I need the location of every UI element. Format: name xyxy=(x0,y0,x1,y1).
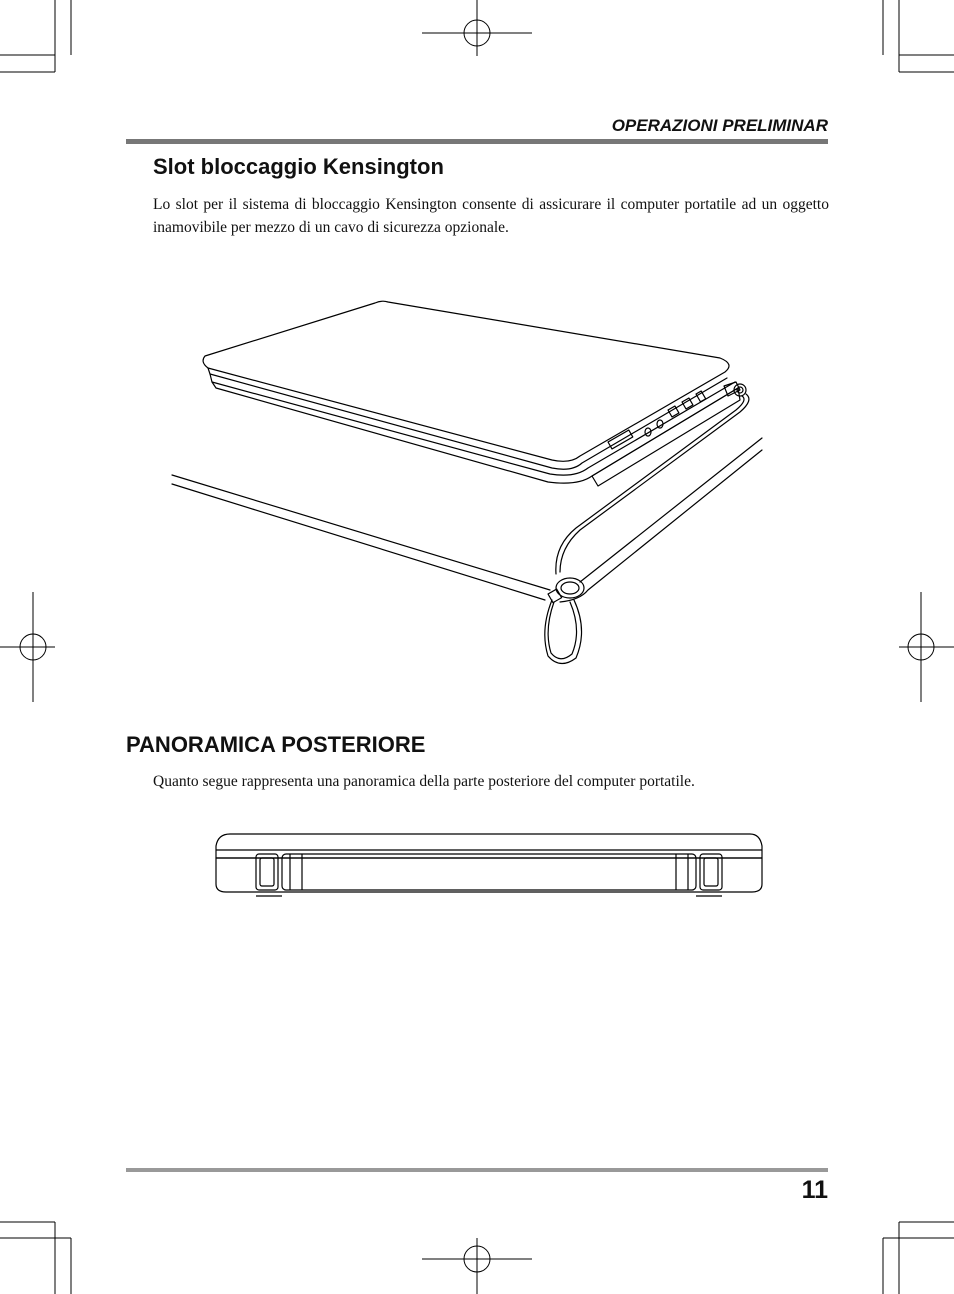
footer-rule xyxy=(126,1168,828,1172)
rear-view-illustration xyxy=(212,828,768,900)
rear-overview-heading: PANORAMICA POSTERIORE xyxy=(126,732,426,757)
kensington-heading: Slot bloccaggio Kensington xyxy=(153,154,444,179)
kensington-lock-illustration xyxy=(160,290,780,680)
kensington-paragraph: Lo slot per il sistema di bloccaggio Kensington consente di assicurare il computer portatile ad un oggetto inamovibile per mezzo di un cavo di sicurezza opzionale. xyxy=(153,196,829,236)
page-number: 11 xyxy=(801,1176,828,1204)
running-head: OPERAZIONI PRELIMINAR xyxy=(611,116,828,135)
header-rule xyxy=(126,139,828,144)
rear-overview-paragraph: Quanto segue rappresenta una panoramica della parte posteriore del computer portatile. xyxy=(153,773,695,790)
